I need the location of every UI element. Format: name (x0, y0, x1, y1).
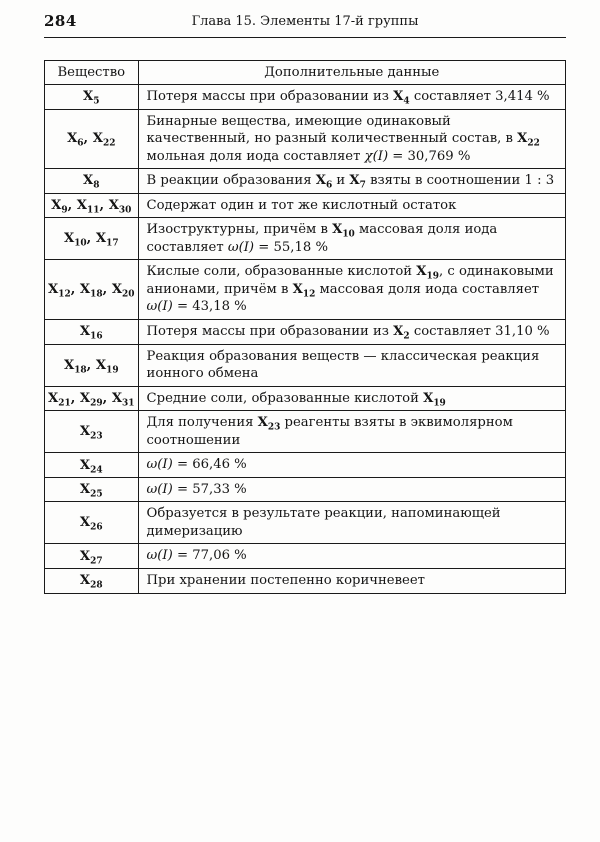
page-number: 284 (44, 12, 77, 30)
substance-cell: $X_{27}$ (45, 544, 139, 569)
details-cell: В реакции образования $X_6$ и $X_7$ взяты в соотношении 1 : 3 (138, 169, 565, 194)
substance-cell: $X_{18}$, $X_{19}$ (45, 344, 139, 386)
substance-cell: $X_{10}$, $X_{17}$ (45, 218, 139, 260)
substance-cell: $X_{25}$ (45, 477, 139, 502)
table-row (45, 218, 566, 260)
substances-table (44, 60, 566, 594)
details-cell: Потеря массы при образовании из $X_2$ составляет 31,10 % (138, 320, 565, 345)
table-row (45, 544, 566, 569)
details-cell: При хранении постепенно коричневеет (138, 569, 565, 594)
substance-cell: $X_{16}$ (45, 320, 139, 345)
substance-cell: $X_{28}$ (45, 569, 139, 594)
substance-cell: $X_{12}$, $X_{18}$, $X_{20}$ (45, 260, 139, 320)
table-row (45, 569, 566, 594)
table-row (45, 85, 566, 110)
details-cell: Для получения $X_{23}$ реагенты взяты в эквимолярном соотношении (138, 411, 565, 453)
table-header-row (45, 61, 566, 85)
table-row (45, 169, 566, 194)
page-header (44, 12, 566, 32)
chapter-title: Глава 15. Элементы 17-й группы (191, 14, 419, 29)
column-header-details: Дополнительные данные (138, 61, 565, 85)
substance-cell: $X_9$, $X_{11}$, $X_{30}$ (45, 193, 139, 218)
table-row (45, 320, 566, 345)
details-cell: Изоструктурны, причём в $X_{10}$ массовая доля иода составляет ω(I) = 55,18 % (138, 218, 565, 260)
table-row (45, 109, 566, 169)
substance-cell: $X_{21}$, $X_{29}$, $X_{31}$ (45, 386, 139, 411)
details-cell: ω(I) = 66,46 % (138, 453, 565, 478)
table-row (45, 411, 566, 453)
table-row (45, 477, 566, 502)
details-cell: Образуется в результате реакции, напоминающей димеризацию (138, 502, 565, 544)
substance-cell: $X_{23}$ (45, 411, 139, 453)
table-row (45, 502, 566, 544)
table-row (45, 453, 566, 478)
details-cell: ω(I) = 57,33 % (138, 477, 565, 502)
substance-cell: $X_{26}$ (45, 502, 139, 544)
details-cell: Бинарные вещества, имеющие одинаковый качественный, но разный количественный состав, в $X_{22}$ мольная доля иода составляет χ(I) = 30,769 % (138, 109, 565, 169)
table-row (45, 386, 566, 411)
substance-cell: $X_5$ (45, 85, 139, 110)
substance-cell: $X_8$ (45, 169, 139, 194)
details-cell: Содержат один и тот же кислотный остаток (138, 193, 565, 218)
substance-cell: $X_{24}$ (45, 453, 139, 478)
table-row (45, 260, 566, 320)
details-cell: Кислые соли, образованные кислотой $X_{19}$, с одинаковыми анионами, причём в $X_{12}$ массовая доля иода составляет ω(I) = 43,18 % (138, 260, 565, 320)
column-header-substance: Вещество (45, 61, 139, 85)
substance-cell: $X_6$, $X_{22}$ (45, 109, 139, 169)
header-rule (44, 37, 566, 38)
details-cell: Реакция образования веществ — классическая реакция ионного обмена (138, 344, 565, 386)
details-cell: Потеря массы при образовании из $X_4$ составляет 3,414 % (138, 85, 565, 110)
details-cell: ω(I) = 77,06 % (138, 544, 565, 569)
details-cell: Средние соли, образованные кислотой $X_{19}$ (138, 386, 565, 411)
table-row (45, 344, 566, 386)
table-row (45, 193, 566, 218)
